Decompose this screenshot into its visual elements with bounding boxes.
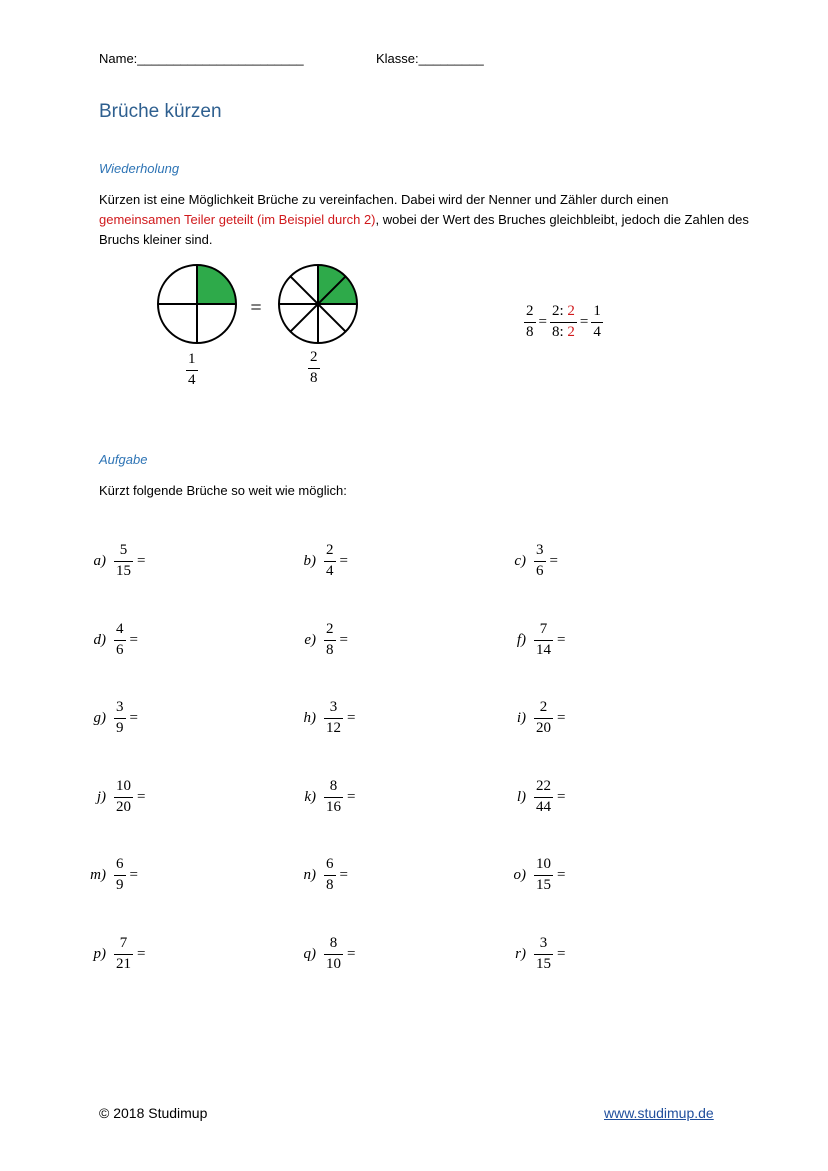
right-frac-num: 2 bbox=[310, 349, 318, 365]
task-instruction: Kürzt folgende Brüche so weit wie möglich: bbox=[99, 483, 347, 498]
task-denominator: 20 bbox=[116, 798, 131, 815]
page-title: Brüche kürzen bbox=[99, 101, 222, 122]
task-item bbox=[296, 779, 355, 816]
task-item bbox=[86, 857, 138, 894]
task-equals: = bbox=[137, 945, 146, 962]
task-denominator: 15 bbox=[536, 876, 551, 893]
task-denominator: 9 bbox=[116, 876, 124, 893]
task-label: i) bbox=[516, 709, 526, 726]
task-item bbox=[296, 543, 348, 580]
task-label: g) bbox=[93, 709, 106, 726]
example-f2-den: 8: bbox=[551, 323, 564, 340]
task-label: a) bbox=[93, 552, 106, 569]
task-item bbox=[506, 857, 565, 894]
task-item bbox=[296, 700, 355, 737]
illustration-equals: = bbox=[250, 297, 262, 319]
task-equals: = bbox=[347, 709, 356, 726]
task-equals: = bbox=[339, 866, 348, 883]
example-f1-num: 2 bbox=[526, 303, 534, 319]
example-f1-den: 8 bbox=[526, 323, 534, 340]
task-denominator: 12 bbox=[326, 719, 341, 736]
task-item bbox=[506, 622, 565, 659]
task-equals: = bbox=[557, 709, 566, 726]
task-equals: = bbox=[137, 552, 146, 569]
task-numerator: 7 bbox=[539, 621, 548, 637]
task-label: e) bbox=[304, 631, 316, 648]
task-numerator: 3 bbox=[539, 935, 548, 951]
task-label: d) bbox=[93, 631, 106, 648]
task-equals: = bbox=[549, 552, 558, 569]
task-label: m) bbox=[90, 866, 106, 883]
task-equals: = bbox=[557, 631, 566, 648]
task-numerator: 3 bbox=[116, 699, 124, 715]
task-label: l) bbox=[516, 788, 526, 805]
task-equals: = bbox=[137, 788, 146, 805]
example-eq-1: = bbox=[538, 313, 547, 330]
review-heading: Wiederholung bbox=[99, 161, 180, 176]
task-label: h) bbox=[303, 709, 316, 726]
example-f3-den: 4 bbox=[593, 323, 601, 340]
task-denominator: 14 bbox=[536, 641, 551, 658]
task-numerator: 7 bbox=[119, 935, 128, 951]
task-item bbox=[506, 700, 565, 737]
circle-quarters bbox=[158, 265, 236, 343]
task-denominator: 15 bbox=[536, 955, 551, 972]
task-item bbox=[296, 622, 348, 659]
task-denominator: 8 bbox=[326, 876, 334, 893]
task-denominator: 9 bbox=[116, 719, 124, 736]
task-numerator: 10 bbox=[536, 856, 551, 872]
task-numerator: 10 bbox=[116, 778, 131, 794]
review-paragraph bbox=[99, 190, 749, 250]
class-field-label: Klasse:_________ bbox=[376, 51, 484, 66]
task-label: r) bbox=[515, 945, 526, 962]
circle-eighths bbox=[279, 265, 357, 343]
task-denominator: 21 bbox=[116, 955, 131, 972]
task-numerator: 6 bbox=[326, 856, 334, 872]
task-label: p) bbox=[93, 945, 106, 962]
left-circle-fraction bbox=[186, 352, 198, 389]
task-numerator: 3 bbox=[536, 542, 544, 558]
example-f2-den-divisor: 2 bbox=[567, 323, 575, 340]
task-equals: = bbox=[339, 552, 348, 569]
task-numerator: 4 bbox=[116, 621, 124, 637]
task-item bbox=[86, 622, 138, 659]
task-numerator: 2 bbox=[326, 542, 334, 558]
task-item bbox=[86, 543, 145, 580]
task-numerator: 22 bbox=[536, 778, 551, 794]
task-equals: = bbox=[339, 631, 348, 648]
task-equals: = bbox=[557, 866, 566, 883]
task-denominator: 44 bbox=[536, 798, 551, 815]
task-denominator: 15 bbox=[116, 562, 131, 579]
task-item bbox=[506, 936, 565, 973]
task-label: o) bbox=[513, 866, 526, 883]
task-heading: Aufgabe bbox=[99, 452, 148, 467]
task-equals: = bbox=[347, 788, 356, 805]
review-text-part2: , wobei der Wert des Bruches gleichbleibt, jedoch die Zahlen des Bruchs kleiner sind. bbox=[99, 212, 749, 247]
task-equals: = bbox=[557, 788, 566, 805]
task-equals: = bbox=[129, 631, 138, 648]
task-equals: = bbox=[347, 945, 356, 962]
task-label: q) bbox=[303, 945, 316, 962]
task-numerator: 8 bbox=[329, 935, 338, 951]
task-denominator: 6 bbox=[116, 641, 124, 658]
example-eq-2: = bbox=[579, 313, 589, 330]
footer-copyright: © 2018 Studimup bbox=[99, 1105, 208, 1121]
task-numerator: 8 bbox=[329, 778, 338, 794]
task-numerator: 6 bbox=[116, 856, 124, 872]
example-f2-num: 2: bbox=[551, 303, 564, 319]
right-frac-den: 8 bbox=[310, 369, 318, 386]
name-field-label: Name:_______________________ bbox=[99, 51, 304, 66]
task-numerator: 2 bbox=[326, 621, 334, 637]
task-item bbox=[506, 779, 565, 816]
left-frac-num: 1 bbox=[188, 351, 196, 367]
footer-website-link[interactable]: www.studimup.de bbox=[604, 1105, 714, 1121]
task-equals: = bbox=[129, 866, 138, 883]
task-label: n) bbox=[303, 866, 316, 883]
task-label: k) bbox=[304, 788, 316, 805]
fraction-circles-illustration bbox=[150, 262, 370, 392]
review-text-highlight: gemeinsamen Teiler geteilt (im Beispiel durch 2) bbox=[99, 212, 376, 227]
task-label: f) bbox=[516, 631, 526, 648]
task-item bbox=[86, 936, 145, 973]
task-item bbox=[86, 779, 145, 816]
task-item bbox=[506, 543, 558, 580]
task-item bbox=[86, 700, 138, 737]
example-f3-num: 1 bbox=[593, 303, 601, 319]
example-f2-num-divisor: 2 bbox=[567, 303, 575, 319]
task-label: j) bbox=[96, 788, 106, 805]
task-denominator: 16 bbox=[326, 798, 341, 815]
task-equals: = bbox=[129, 709, 138, 726]
task-item bbox=[296, 857, 348, 894]
right-circle-fraction bbox=[308, 350, 320, 387]
task-equals: = bbox=[557, 945, 566, 962]
task-numerator: 2 bbox=[539, 699, 548, 715]
task-denominator: 10 bbox=[326, 955, 341, 972]
review-text-part1: Kürzen ist eine Möglichkeit Brüche zu vereinfachen. Dabei wird der Nenner und Zähler durch einen bbox=[99, 192, 669, 207]
task-denominator: 6 bbox=[536, 562, 544, 579]
left-frac-den: 4 bbox=[188, 371, 196, 388]
task-denominator: 4 bbox=[326, 562, 334, 579]
example-equation bbox=[524, 304, 603, 341]
task-denominator: 8 bbox=[326, 641, 334, 658]
task-numerator: 3 bbox=[329, 699, 338, 715]
task-label: c) bbox=[514, 552, 526, 569]
task-label: b) bbox=[303, 552, 316, 569]
task-numerator: 5 bbox=[119, 542, 128, 558]
task-item bbox=[296, 936, 355, 973]
task-denominator: 20 bbox=[536, 719, 551, 736]
